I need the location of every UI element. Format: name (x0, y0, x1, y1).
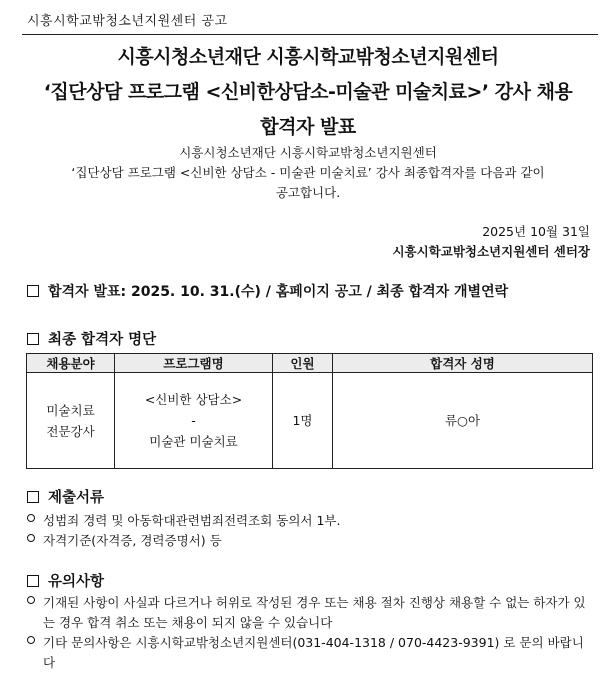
square-bullet-icon (27, 333, 39, 345)
table-row (27, 373, 593, 469)
notes-section-heading (27, 570, 104, 591)
finalists-table (26, 353, 593, 469)
program-line: 미술관 미술치료 (149, 434, 238, 449)
header-rule (22, 34, 598, 35)
table-header-row (27, 354, 593, 373)
program-line: - (191, 413, 196, 428)
intro-line-2: ‘집단상담 프로그램 <신비한 상담소 - 미술관 미술치료’ 강사 최종합격자를 다음과 같이 (71, 165, 545, 180)
list-item (27, 633, 587, 673)
title-line-2: ‘집단상담 프로그램 <신비한상담소-미술관 미술치료>’ 강사 채용 (43, 81, 573, 103)
signer: 시흥시학교밖청소년지원센터 센터장 (392, 244, 590, 259)
intro-line-3: 공고합니다. (275, 185, 341, 200)
list-item (27, 511, 340, 529)
list-item-text: 기재된 사항이 사실과 다르거나 허위로 작성된 경우 또는 채용 절차 진행상 채용할 수 없는 하자가 있는 경우 합격 취소 또는 채용이 되지 않을 수 있습니다 (43, 595, 586, 630)
announcement-section (27, 281, 508, 301)
square-bullet-icon (27, 285, 39, 297)
finalist-name-cell: 류○아 (333, 373, 593, 469)
list-item-text: 자격기준(자격증, 경력증명서) 등 (43, 533, 222, 548)
documents-heading: 제출서류 (48, 490, 105, 506)
column-header: 채용분야 (27, 354, 115, 373)
column-header: 프로그램명 (115, 354, 273, 373)
announcement-text: 합격자 발표: 2025. 10. 31.(수) / 홈페이지 공고 / 최종 합격자 개별연락 (48, 284, 509, 300)
circle-bullet-icon (27, 596, 35, 604)
program-line: <신비한 상담소> (144, 392, 243, 407)
title-line-1: 시흥시청소년재단 시흥시학교밖청소년지원센터 (117, 46, 499, 68)
program-cell (115, 373, 273, 469)
announcement-date: 2025년 10월 31일 (482, 224, 590, 239)
list-item (27, 531, 222, 549)
count-cell: 1명 (273, 373, 333, 469)
list-item-text: 성범죄 경력 및 아동학대관련범죄전력조회 동의서 1부. (43, 513, 341, 528)
title-line-3: 합격자 발표 (260, 116, 356, 138)
square-bullet-icon (27, 575, 39, 587)
circle-bullet-icon (27, 636, 35, 644)
field-cell (27, 373, 115, 469)
square-bullet-icon (27, 491, 39, 503)
list-item-text: 기타 문의사항은 시흥시학교밖청소년지원센터(031-404-1318 / 070-4423-9391) 로 문의 바랍니다 (43, 635, 584, 670)
notes-heading: 유의사항 (48, 574, 105, 590)
intro-line-1: 시흥시청소년재단 시흥시학교밖청소년지원센터 (179, 145, 437, 160)
finalists-section-heading (27, 328, 156, 349)
circle-bullet-icon (27, 534, 35, 542)
documents-section-heading (27, 486, 104, 507)
finalists-heading: 최종 합격자 명단 (48, 332, 157, 348)
field-line: 미술치료 (46, 402, 95, 418)
column-header: 합격자 성명 (333, 354, 593, 373)
column-header: 인원 (273, 354, 333, 373)
circle-bullet-icon (27, 514, 35, 522)
list-item (27, 593, 587, 633)
field-line: 전문강사 (46, 423, 95, 439)
header-org: 시흥시학교밖청소년지원센터 공고 (27, 14, 228, 29)
